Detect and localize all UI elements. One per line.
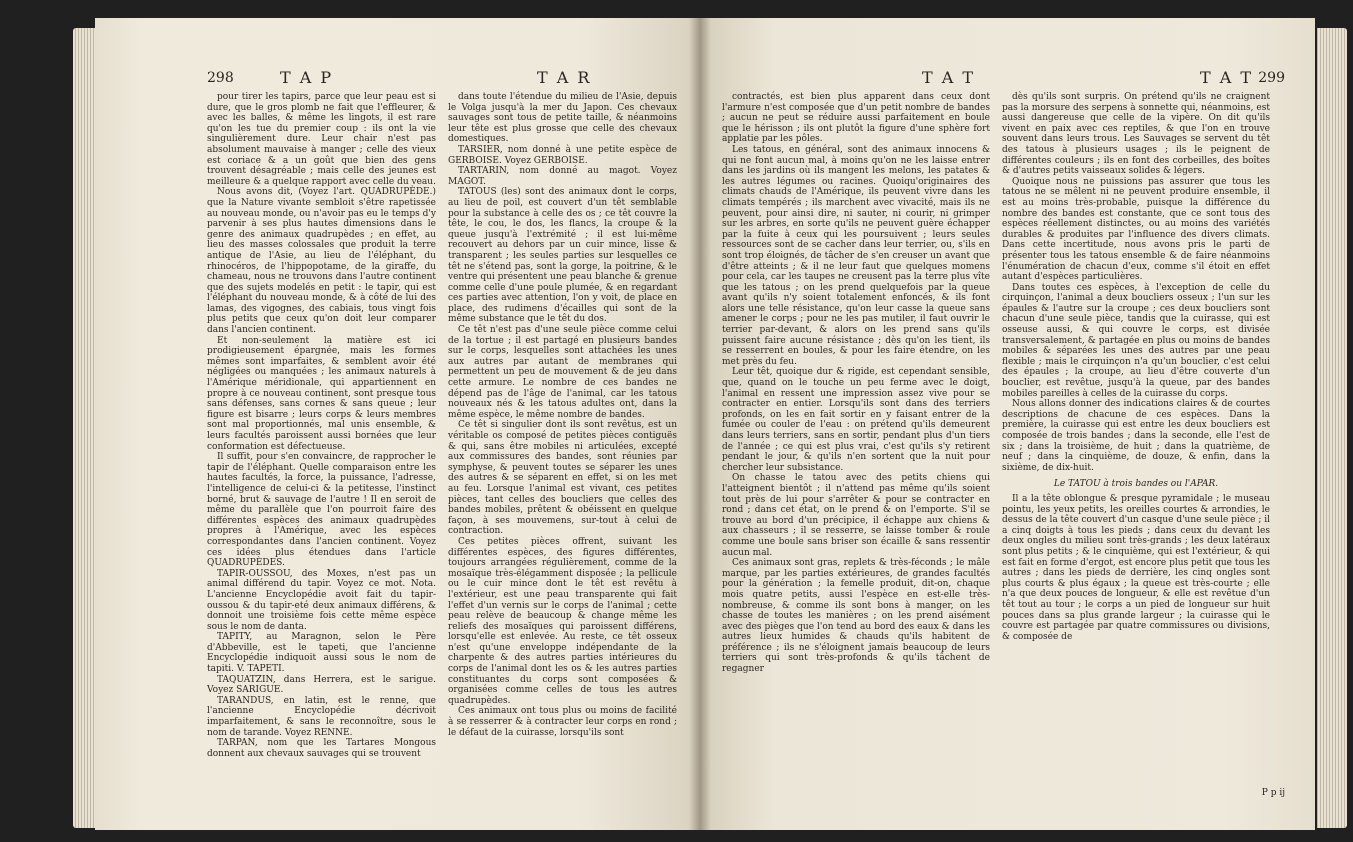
open-book	[85, 18, 1335, 830]
paragraph: Et non-seulement la matière est ici prodigieusement épargnée, mais les formes mêmes sont imparfaites, & semblent avoir été négligées ou manquées ; les animaux naturels à l'Amérique méridionale, qui appartiennent en propre à ce nouveau continent, sont presque tous sans défenses, sans cornes & sans queue ; leur figure est bisarre ; leurs corps & leurs membres sont mal proportionnés, mal unis ensemble, & leurs facultés paroissent aussi bornées que leur conformation est défectueuse.	[207, 335, 436, 452]
book-gutter	[689, 18, 711, 830]
head-word: T A P	[280, 68, 334, 87]
signature-mark: P p ij	[1261, 788, 1285, 798]
paragraph: Dans toutes ces espèces, à l'exception de celle du cirquinçon, l'animal a deux boucliers osseux ; l'un sur les épaules & l'autre sur la croupe ; ces deux boucliers sont chacun d'une seule pièce, tandis que la cuirasse, qui est osseuse aussi, & qui couvre le corps, est divisée transversalement, & partagée en plus ou moins de bandes mobiles & séparées les unes des autres par une peau flexible ; mais le cirquinçon n'a qu'un bouclier, c'est celui des épaules ; la croupe, au lieu d'être couverte d'un bouclier, est revêtue, jusqu'à la queue, par des bandes mobiles pareilles à celles de la cuirasse du corps.	[1002, 282, 1270, 399]
paragraph: TATOUS (les) sont des animaux dont le corps, au lieu de poil, est couvert d'un têt semblable pour la substance à celle des os ; ce têt couvre la tête, le cou, le dos, les flancs, la croupe & la queue jusqu'à l'extrémité ; il est lui-même recouvert au dehors par un cuir mince, lisse & transparent ; les seules parties sur lesquelles ce têt ne s'étend pas, sont la gorge, la poitrine, & le ventre qui présentent une peau blanche & grenue comme celle d'une poule plumée, & en regardant ces parties avec attention, l'on y voit, de place en place, des rudimens d'écailles qui sont de la même substance que le têt du dos.	[448, 187, 677, 325]
paragraph: dans toute l'étendue du milieu de l'Asie, depuis le Volga jusqu'à la mer du Japon. Ces chevaux sauvages sont tous de petite taille, & néanmoins leur tête est plus grosse que celle des chevaux domestiques.	[448, 92, 677, 145]
paragraph: Quoique nous ne puissions pas assurer que tous les tatous ne se mêlent ni ne peuvent produire ensemble, il est au moins très-probable, puisque la différence du nombre des bandes est constante, que ce sont tous des espèces réellement distinctes, ou au moins des variétés durables & produites par l'influence des divers climats. Dans cette incertitude, nous avons pris le parti de présenter tous les tatous ensemble & de faire néanmoins l'énumération de chacun d'eux, comme s'il étoit en effet autant d'espèces particulières.	[1002, 176, 1270, 283]
paragraph: Nous avons dit, (Voyez l'art. QUADRUPÈDE.) que la Nature vivante sembloit s'être rapetissée au nouveau monde, ou n'avoir pas eu le temps d'y parvenir à ses plus hautes dimensions dans le genre des animaux quadrupèdes ; en effet, au lieu des masses colossales que produit la terre antique de l'Asie, au lieu de l'éléphant, du rhinocéros, de l'hippopotame, de la giraffe, du chameau, nous ne trouvons dans l'autre continent que des sujets modelés en petit : le tapir, qui est l'éléphant du nouveau monde, & à côté de lui des lamas, des vigognes, des cabiais, tous vingt fois plus petits que ceux qu'on doit leur comparer dans l'ancien continent.	[207, 187, 436, 336]
head-word: T A T	[1200, 68, 1254, 87]
page-number: 299	[1258, 70, 1285, 86]
text-columns	[207, 92, 677, 759]
column	[207, 92, 436, 759]
paragraph: Ces animaux sont gras, replets & très-féconds ; le mâle marque, par les parties extérieures, de grandes facultés pour la génération ; la femelle produit, dit-on, chaque mois quatre petits, aussi l'espèce en est-elle très-nombreuse, & comme ils sont bons à manger, on les chasse de toutes les manières ; on les prend aisément avec des pièges que l'on tend au bord des eaux & dans les autres lieux humides & chauds qu'ils habitent de préférence ; ils ne s'éloignent jamais beaucoup de leurs terriers qui sont très-profonds & qu'ils tâchent de regagner	[722, 558, 990, 675]
paragraph: dès qu'ils sont surpris. On prétend qu'ils ne craignent pas la morsure des serpens à sonnette qui, néanmoins, est aussi dangereuse que celle de la vipère. On dit qu'ils vivent en paix avec ces reptiles, & que l'on en trouve souvent dans leurs trous. Les Sauvages se servent du têt des tatous à plusieurs usages ; ils le peignent de différentes couleurs ; ils en font des corbeilles, des boîtes & d'autres petits vaisseaux solides & légers.	[1002, 92, 1270, 177]
paragraph: Il a la tête oblongue & presque pyramidale ; le museau pointu, les yeux petits, les oreilles courtes & arrondies, le dessus de la tête couvert d'un casque d'une seule pièce ; il a cinq doigts à tous les pieds ; dans ceux du devant les deux ongles du milieu sont très-grands ; les deux latéraux sont plus petits ; & le cinquième, qui est l'extérieur, & qui est fait en forme d'ergot, est encore plus petit que tous les autres ; dans les pieds de derrière, les cinq ongles sont plus courts & plus égaux ; la queue est très-courte ; elle n'a que deux pouces de longueur, & elle est revêtue d'un têt tout au tour ; le corps a un pied de longueur sur huit pouces dans sa plus grande largeur ; la cuirasse qui le couvre est partagée par quatre commissures ou divisions, & composée de	[1002, 493, 1270, 642]
paragraph: Les tatous, en général, sont des animaux innocens & qui ne font aucun mal, à moins qu'on ne les laisse entrer dans les jardins où ils mangent les melons, les patates & les autres légumes ou racines. Quoiqu'originaires des climats chauds de l'Amérique, ils peuvent vivre dans les climats tempérés ; ils marchent avec vivacité, mais ils ne peuvent, pour ainsi dire, ni sauter, ni courir, ni grimper sur les arbres, en sorte qu'ils ne peuvent guère échapper par la fuite à ceux qui les poursuivent ; leurs seules ressources sont de se cacher dans leur terrier, ou, s'ils en sont trop éloignés, de tâcher de s'en creuser un avant que d'être atteints ; & il ne leur faut que quelques momens pour cela, car les taupes ne creusent pas la terre plus vîte que les tatous ; on les prend quelquefois par la queue avant qu'ils n'y soient totalement enfoncés, & ils font alors une telle résistance, qu'on leur casse la queue sans amener le corps ; pour ne les pas mutiler, il faut ouvrir le terrier par-devant, & alors on les prend sans qu'ils puissent faire aucune résistance ; dès qu'on les tient, ils se resserrent en boules, & pour les faire étendre, on les met près du feu.	[722, 144, 990, 367]
paragraph: Nous allons donner des indications claires & de courtes descriptions de chacune de ces espèces. Dans la première, la cuirasse qui est entre les deux boucliers est composée de trois bandes ; dans la seconde, elle l'est de six ; dans la troisième, de huit ; dans la quatrième, de neuf ; dans la cinquième, de douze, & enfin, dans la sixième, de dix-huit.	[1002, 399, 1270, 473]
column	[1002, 92, 1270, 675]
right-page	[700, 18, 1315, 830]
paragraph: Il suffit, pour s'en convaincre, de rapprocher le tapir de l'éléphant. Quelle comparaison entre les hautes facultés, la force, la puissance, l'adresse, l'intelligence de celui-ci & la petitesse, l'instinct borné, brut & sauvage de l'autre ! Il en seroit de même du parallèle que l'on pourroit faire des différentes espèces des animaux quadrupèdes propres à l'Amérique, avec les espèces correspondantes dans l'ancien continent. Voyez ces idées plus étendues dans l'article QUADRUPÈDES.	[207, 452, 436, 569]
paragraph: TARTARIN, nom donné au magot. Voyez MAGOT.	[448, 166, 677, 187]
head-word: T A R	[537, 68, 592, 87]
column-part	[1002, 92, 1270, 473]
head-word: T A T	[922, 68, 976, 87]
paragraph: Ce têt si singulier dont ils sont revêtus, est un véritable os composé de petites pièces contiguës & qui, sans être mobiles ni articulées, excepté aux commissures des bandes, sont réunies par symphyse, & peuvent toutes se séparer les unes des autres & se séparent en effet, si on les met au feu. Lorsque l'animal est vivant, ces petites pièces, tant celles des boucliers que celles des bandes mobiles, prêtent & obéissent en quelque façon, à ses mouvemens, sur-tout à celui de contraction.	[448, 420, 677, 537]
column-part	[1002, 494, 1270, 642]
running-head-right	[700, 68, 1315, 88]
subheading: Le TATOU à trois bandes ou l'APAR.	[1053, 479, 1219, 490]
paragraph: TARPAN, nom que les Tartares Mongous donnent aux chevaux sauvages qui se trouvent	[207, 738, 436, 759]
left-page	[95, 18, 700, 830]
paragraph: Leur têt, quoique dur & rigide, est cependant sensible, que, quand on le touche un peu ferme avec le doigt, l'animal en ressent une impression assez vive pour se contracter en entier. Lorsqu'ils sont dans des terriers profonds, on les en fait sortir en y faisant entrer de la fumée ou couler de l'eau : on prétend qu'ils demeurent dans leurs terriers, sans en sortir, pendant plus d'un tiers de l'année ; ce qui est plus vrai, c'est qu'ils s'y retirent pendant le jour, & qu'ils n'en sortent que la nuit pour chercher leur subsistance.	[722, 367, 990, 473]
page-number: 298	[207, 70, 234, 86]
paragraph: TARSIER, nom donné à une petite espèce de GERBOISE. Voyez GERBOISE.	[448, 144, 677, 166]
paragraph: Ces animaux ont tous plus ou moins de facilité à se resserrer & à contracter leur corps en rond ; le défaut de la cuirasse, lorsqu'ils sont	[448, 706, 677, 738]
page-stack-right	[1317, 28, 1347, 828]
paragraph: Ces petites pièces offrent, suivant les différentes espèces, des figures différentes, toujours arrangées régulièrement, comme de la mosaïque très-élégamment disposée ; la pellicule ou le cuir mince dont le têt est revêtu à l'extérieur, est une peau transparente qui fait l'effet d'un vernis sur le corps de l'animal ; cette peau relève de beaucoup & change même les reliefs des mosaïques qui paroissent différens, lorsqu'elle est enlevée. Au reste, ce têt osseux n'est qu'une enveloppe indépendante de la charpente & des autres parties intérieures du corps de l'animal dont les os & les autres parties constituantes du corps sont composées & organisées comme celles de tous les autres quadrupèdes.	[448, 536, 677, 706]
paragraph: TAPIR-OUSSOU, des Moxes, n'est pas un animal différend du tapir. Voyez ce mot. Nota. L'ancienne Encyclopédie avoit fait du tapir-oussou & du tapir-eté deux animaux différens, & donnoit une troisième fois cette même espèce sous le nom de danta.	[207, 568, 436, 632]
paragraph: Ce têt n'est pas d'une seule pièce comme celui de la tortue ; il est partagé en plusieurs bandes sur le corps, lesquelles sont attachées les unes aux autres par autant de membranes qui permettent un peu de mouvement & de jeu dans cette armure. Le nombre de ces bandes ne dépend pas de l'âge de l'animal, car les tatous nouveaux nés & les tatous adultes ont, dans la même espèce, le même nombre de bandes.	[448, 325, 677, 420]
paragraph: contractés, est bien plus apparent dans ceux dont l'armure n'est composée que d'un petit nombre de bandes ; aucun ne peut se réduire aussi parfaitement en boule que le hérisson ; ils ont plutôt la figure d'une sphère fort applatie par les pôles.	[722, 92, 990, 145]
paragraph: On chasse le tatou avec des petits chiens qui l'atteignent bientôt ; il n'attend pas même qu'ils soient tout près de lui pour s'arrêter & pour se contracter en rond ; dans cet état, on le prend & on l'emporte. S'il se trouve au bord d'un précipice, il échappe aux chiens & aux chasseurs ; il se resserre, se laisse tomber & roule comme une boule sans briser son écaille & sans ressentir aucun mal.	[722, 473, 990, 558]
paragraph: TARANDUS, en latin, est le renne, que l'ancienne Encyclopédie décrivoit imparfaitement, & sans le reconnoître, sous le nom de tarande. Voyez RENNE.	[207, 695, 436, 738]
paragraph: pour tirer les tapirs, parce que leur peau est si dure, que le gros plomb ne fait que l'effleurer, & avec les balles, & même les lingots, il est rare qu'on les tue du premier coup : ils ont la vie singulièrement dure. Leur chair n'est pas absolument mauvaise à manger ; celle des vieux est coriace & a un goût que bien des gens trouvent désagréable ; mais celle des jeunes est meilleure & a quelque rapport avec celle du veau.	[207, 92, 436, 187]
column	[722, 92, 990, 675]
text-columns	[722, 92, 1270, 675]
running-head-left	[95, 68, 700, 88]
column	[448, 92, 677, 759]
paragraph: TAQUATZIN, dans Herrera, est le sarigue. Voyez SARIGUE.	[207, 674, 436, 696]
paragraph: TAPITY, au Maragnon, selon le Père d'Abbeville, est le tapeti, que l'ancienne Encyclopédie indiquoit aussi sous le nom de tapiti. V. TAPETI.	[207, 632, 436, 675]
